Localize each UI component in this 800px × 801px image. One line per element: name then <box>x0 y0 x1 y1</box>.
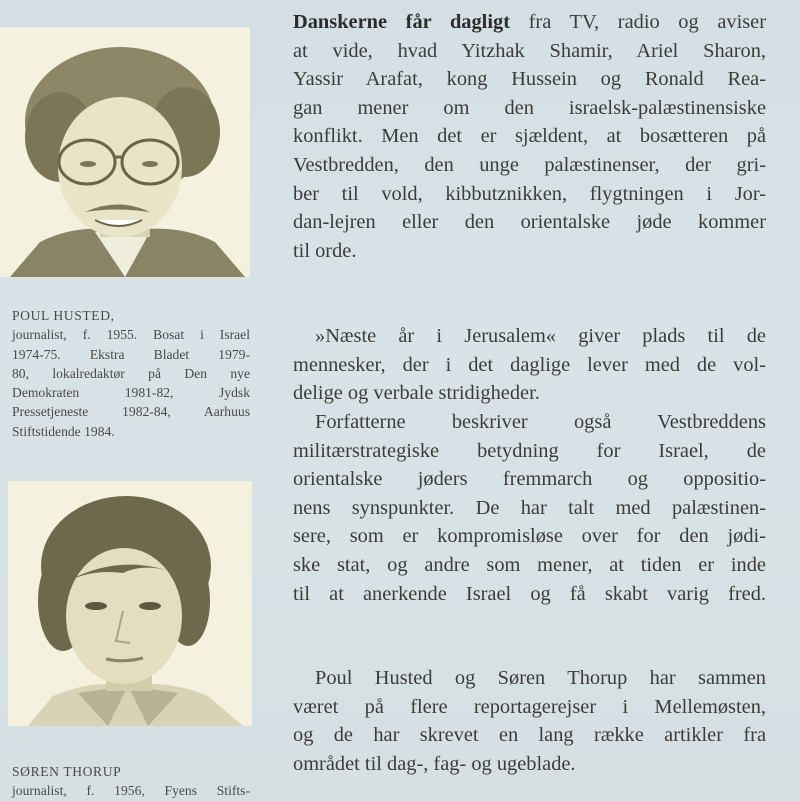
text-line: til at anerkende Israel og få skabt varig fred. <box>293 582 766 605</box>
paragraph-intro <box>293 8 766 265</box>
author-bio-soren-thorup <box>12 762 250 801</box>
text-line: ber til vold, kibbutznikken, flygtningen i Jor- <box>293 182 766 205</box>
author-name: POUL HUSTED, <box>12 308 115 323</box>
text-line: gan mener om den israelsk-palæstinensiske <box>293 96 766 119</box>
bio-line: journalist, f. 1955. Bosat i Israel <box>12 327 250 343</box>
text-line: til orde. <box>293 239 357 262</box>
bio-line: Stiftstidende 1984. <box>12 423 115 439</box>
text-line: Vestbredden, den unge palæstinenser, der gri- <box>293 153 766 176</box>
text-line: militærstrategiske betydning for Israel, de <box>293 439 766 462</box>
lead-bold-text: Danskerne får dagligt <box>293 11 510 33</box>
text-line: »Næste år i Jerusalem« giver plads til de <box>315 325 766 347</box>
author-photo-poul-husted <box>0 27 250 277</box>
text-line: sere, som er kompromisløse over for den jødi- <box>293 525 766 548</box>
text-line: nens synspunkter. De har talt med palæstinen- <box>293 496 766 519</box>
paragraph-authors-describe <box>293 408 766 608</box>
author-bio-poul-husted <box>12 306 250 441</box>
text-line: Danskerne får dagligt fra TV, radio og aviser <box>293 11 767 33</box>
portrait-image <box>0 27 250 277</box>
paragraph-about-authors <box>293 664 766 778</box>
text-line: Poul Husted og Søren Thorup har sammen <box>315 667 766 689</box>
text-line: Yassir Arafat, kong Hussein og Ronald Rea- <box>293 68 766 91</box>
text-line: konflikt. Men det er sjældent, at bosætteren på <box>293 125 766 148</box>
text-line: dan-lejren eller den orientalske jøde kommer <box>293 211 766 234</box>
text-line: området til dag-, fag- og ugeblade. <box>293 752 576 775</box>
bio-line: Demokraten 1981-82, Jydsk <box>12 385 250 401</box>
bio-line: 80, lokalredaktør på Den nye <box>12 365 250 381</box>
text-line: ske stat, og andre som mener, at tiden er inde <box>293 553 766 576</box>
text-line: at vide, hvad Yitzhak Shamir, Ariel Sharon, <box>293 39 766 62</box>
bio-line: Pressetjeneste 1982-84, Aarhuus <box>12 404 250 420</box>
text-line: delige og verbale stridigheder. <box>293 382 540 405</box>
portrait-image <box>8 481 252 726</box>
text-line: mennesker, der i det daglige lever med de vol- <box>293 353 766 376</box>
text-line: været på flere reportagerejser i Mellemøsten, <box>293 695 766 718</box>
author-name: SØREN THORUP <box>12 764 122 779</box>
bio-line: 1974-75. Ekstra Bladet 1979- <box>12 346 250 362</box>
author-photo-soren-thorup <box>8 481 252 726</box>
text-line: Forfatterne beskriver også Vestbreddens <box>315 411 766 433</box>
text-line: orientalske jøders fremmarch og oppositio- <box>293 468 766 491</box>
bio-line: journalist, f. 1956, Fyens Stifts- <box>12 783 250 799</box>
paragraph-book-description <box>293 322 766 408</box>
text-line: og de har skrevet en lang række artikler fra <box>293 724 766 747</box>
